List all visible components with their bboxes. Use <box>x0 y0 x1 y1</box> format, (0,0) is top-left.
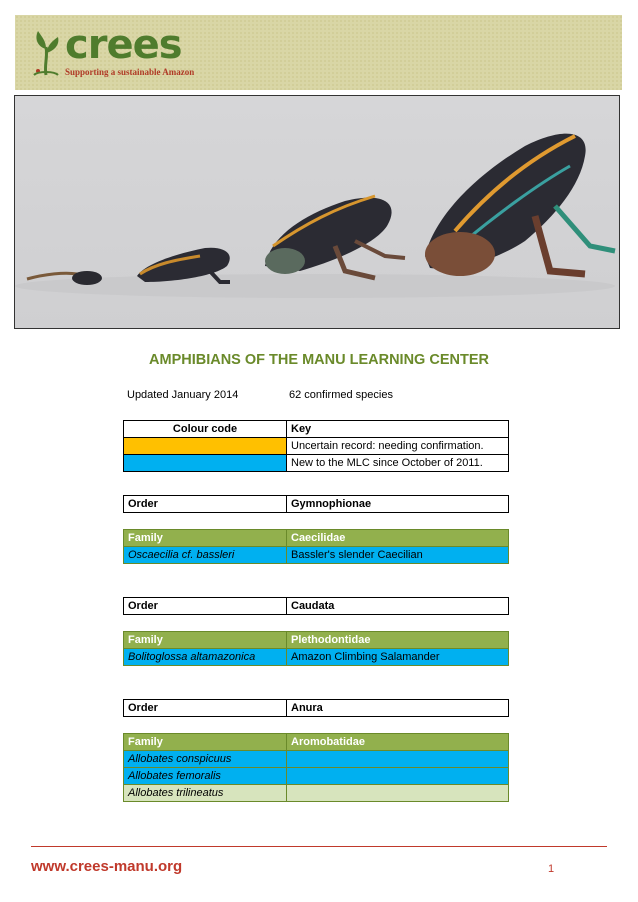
species-row <box>124 768 509 785</box>
order-name: Anura <box>287 700 509 717</box>
species-row <box>124 785 509 802</box>
family-header-row <box>124 734 509 751</box>
family-name: Aromobatidae <box>287 734 509 751</box>
species-scientific-name: Bolitoglossa altamazonica <box>124 649 287 666</box>
uncertain-swatch <box>124 438 287 455</box>
family-label: Family <box>124 632 287 649</box>
page-number: 1 <box>548 863 555 875</box>
key-row-new <box>124 455 509 472</box>
updated-date: Updated January 2014 <box>127 389 239 401</box>
family-label: Family <box>124 530 287 547</box>
key-header-row <box>124 421 509 438</box>
family-header-row <box>124 632 509 649</box>
family-header-row <box>124 530 509 547</box>
key-col-key: Key <box>287 421 509 438</box>
order-table-gymnophionae <box>123 495 509 513</box>
family-table-caecilidae <box>123 529 509 564</box>
plant-logo-icon <box>28 27 64 77</box>
species-common-name: Bassler's slender Caecilian <box>287 547 509 564</box>
order-table-caudata <box>123 597 509 615</box>
footer-divider <box>31 846 607 847</box>
family-name: Plethodontidae <box>287 632 509 649</box>
order-table-anura <box>123 699 509 717</box>
adult-frog-image <box>425 134 615 276</box>
froglet-small-image <box>137 248 230 282</box>
new-swatch <box>124 455 287 472</box>
key-row-uncertain <box>124 438 509 455</box>
family-table-aromobatidae <box>123 733 509 802</box>
order-label: Order <box>124 496 287 513</box>
brand-tagline: Supporting a sustainable Amazon <box>65 67 195 77</box>
frog-metamorphosis-photo <box>14 95 620 329</box>
order-row <box>124 598 509 615</box>
family-name: Caecilidae <box>287 530 509 547</box>
species-count: 62 confirmed species <box>289 389 393 401</box>
order-label: Order <box>124 598 287 615</box>
order-name: Caudata <box>287 598 509 615</box>
species-scientific-name: Allobates trilineatus <box>124 785 287 802</box>
order-row <box>124 700 509 717</box>
new-text: New to the MLC since October of 2011. <box>287 455 509 472</box>
header-banner <box>15 15 622 90</box>
order-label: Order <box>124 700 287 717</box>
species-common-name <box>287 785 509 802</box>
species-scientific-name: Allobates conspicuus <box>124 751 287 768</box>
colour-key-table <box>123 420 509 472</box>
species-common-name <box>287 768 509 785</box>
species-scientific-name: Allobates femoralis <box>124 768 287 785</box>
key-col-colour: Colour code <box>124 421 287 438</box>
species-common-name: Amazon Climbing Salamander <box>287 649 509 666</box>
froglet-medium-image <box>265 196 405 278</box>
footer-website-link[interactable]: www.crees-manu.org <box>31 858 183 875</box>
uncertain-text: Uncertain record: needing confirmation. <box>287 438 509 455</box>
species-scientific-name: Oscaecilia cf. bassleri <box>124 547 287 564</box>
family-table-plethodontidae <box>123 631 509 666</box>
species-common-name <box>287 751 509 768</box>
order-row <box>124 496 509 513</box>
species-row <box>124 547 509 564</box>
species-row <box>124 751 509 768</box>
family-label: Family <box>124 734 287 751</box>
species-row <box>124 649 509 666</box>
brand-logo-text: crees <box>65 22 182 68</box>
order-name: Gymnophionae <box>287 496 509 513</box>
page-title: AMPHIBIANS OF THE MANU LEARNING CENTER <box>149 352 489 368</box>
